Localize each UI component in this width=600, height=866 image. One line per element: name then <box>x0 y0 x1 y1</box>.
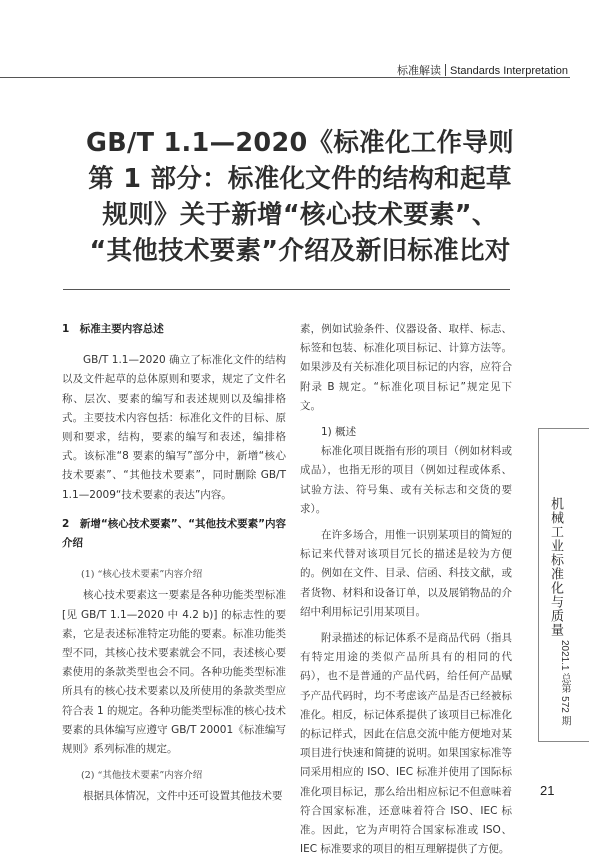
title-line: “其他技术要素”介绍及新旧标准比对 <box>89 236 511 266</box>
section-tag-cn: 标准解读 <box>397 64 441 77</box>
article-title <box>40 125 560 269</box>
right-column <box>300 320 512 866</box>
title-line: 第 1 部分：标准化文件的结构和起草 <box>88 164 512 194</box>
core-elements-paragraph: 核心技术要素这一要素是各种功能类型标准[见 GB/T 1.1—2020 中 4.2 b)] 的标志性的要素，它是表述标准特定功能的要素。标准功能类型不同，其核心技术要素就会不同，表述核心要素使用的条款类型也会不同。各种功能类型标准所具有的核心技术要素以及所使用的条款类型应符合表 1 的规定。各种功能类型标准的核心技术要素的具体编写应遵守 GB/T 20001《标准编写规则》系列标准的规定。 <box>62 589 286 756</box>
overview-heading: 1) 概述 <box>321 426 357 439</box>
other-elements-paragraph-continued: 素，例如试验条件、仪器设备、取样、标志、标签和包装、标准化项目标记、计算方法等。如果涉及有关标准化项目标记的内容，应符合附录 B 规定。“标准化项目标记”规定见下文。 <box>300 323 512 412</box>
overview-paragraph-2: 在许多场合，用惟一识别某项目的简短的标记来代替对该项目冗长的描述是较为方便的。例如在文件、目录、信函、科技文献，或者货物、材料和设备订单，以及展销物品的介绍中利用标记引用某项目。 <box>300 529 512 618</box>
overview-paragraph-1: 标准化项目既指有形的项目（例如材料或成品），也指无形的项目（例如过程或体系、试验方法、符号集、或有关标志和交货的要求）。 <box>300 445 512 515</box>
title-line: GB/T 1.1—2020《标准化工作导则 <box>86 128 514 158</box>
journal-name: 机械工业标准化与质量 <box>548 497 563 637</box>
section-2-heading: 2 新增“核心技术要素”、“其他技术要素”内容介绍 <box>62 517 286 550</box>
section-tag <box>397 62 568 78</box>
issue-info: 2021.1 总第 572 期 <box>559 640 570 726</box>
section-1-paragraph: GB/T 1.1—2020 确立了标准化文件的结构以及文件起草的总体原则和要求，规定了文件名称、层次、要素的编写和表述规则以及编排格式。主要技术内容包括：标准化文件的目标、原则和要求，结构，要素的编写和表述，编排格式。该标准“8 要素的编写”部分中，新增“核心技术要素”、“其他技术要素”，同时删除 GB/T 1.1—2009“技术要素的表达”内容。 <box>62 354 286 501</box>
page-number: 21 <box>540 783 555 798</box>
title-rule <box>63 289 510 290</box>
section-1-heading: 1 标准主要内容总述 <box>62 323 164 335</box>
title-line: 规则》关于新增“核心技术要素”、 <box>102 200 498 230</box>
overview-paragraph-3: 附录描述的标记体系不是商品代码（指具有特定用途的类似产品所具有的相同的代码），也不是普通的产品代码，给任何产品赋予产品代码时，均不考虑该产品是否已经被标准化。相反，标记体系提供了该项目已标准化的标记样式，因此在信息交流中能方便地对某项目进行快速和简捷的说明。如果国家标准等同采用相应的 ISO、IEC 标准并使用了国际标准化项目标记，那么给出相应标记不但意味着符合国家标准，还意味着符合 ISO、IEC 标准。因此，它为声明符合国家标准或 ISO、IEC 标准要求的项目的相互理解提供了方便。 <box>300 632 512 856</box>
left-column <box>62 320 286 807</box>
core-elements-subheading: (1) “核心技术要素”内容介绍 <box>81 569 203 581</box>
section-tag-en: Standards Interpretation <box>450 65 569 77</box>
section-tag-divider <box>445 64 446 76</box>
other-elements-paragraph-start: 根据具体情况，文件中还可设置其他技术要 <box>83 790 283 803</box>
other-elements-subheading: (2) “其他技术要素”内容介绍 <box>81 770 203 782</box>
